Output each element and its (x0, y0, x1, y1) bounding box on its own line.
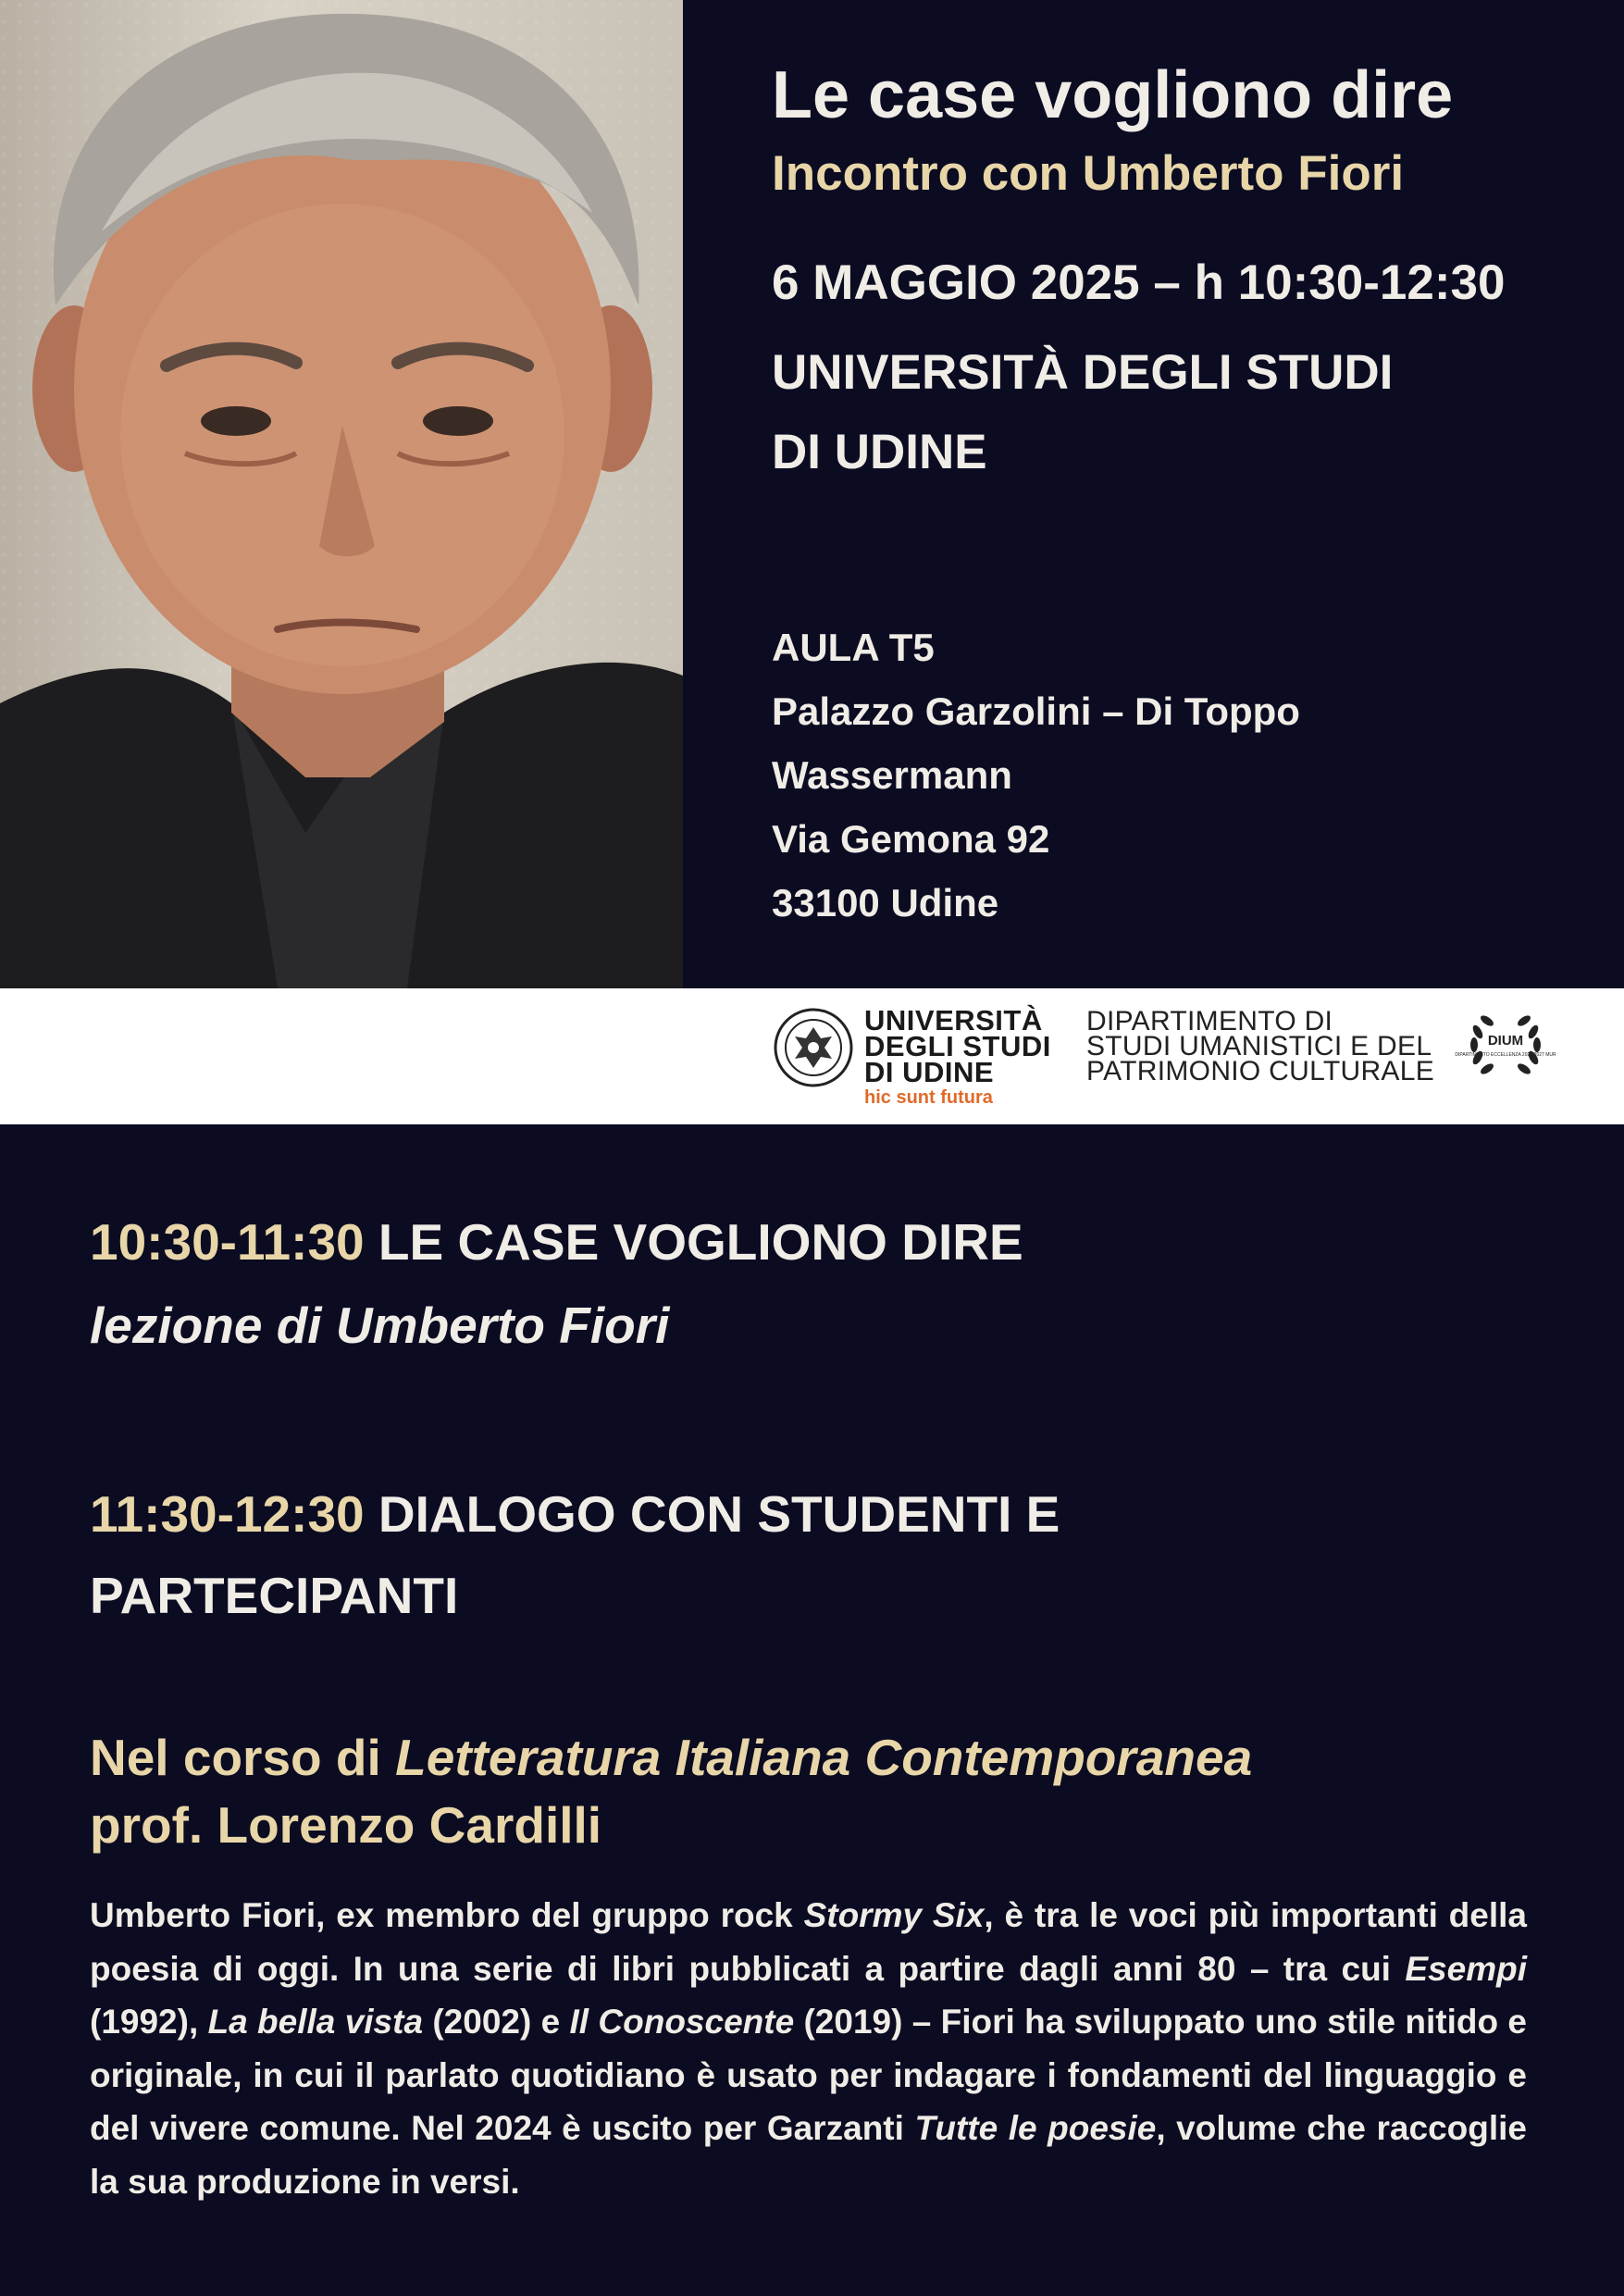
event-date: 6 MAGGIO 2025 – h 10:30-12:30 (772, 255, 1506, 310)
bio-italic-4: Il Conoscente (569, 2003, 795, 2041)
bio-text-6: , volume che raccoglie la sua produzione in versi. (90, 2109, 1527, 2201)
bio-text-5: (2019) – Fiori ha sviluppato uno stile nitido e originale, in cui il parlato quotidiano è usato per indagare i fondamenti del linguaggio e del vivere comune. Nel 2024 è uscito per Garzanti (90, 2003, 1527, 2147)
speaker-bio (90, 1889, 1527, 2208)
university-name (772, 333, 1393, 492)
venue-city: 33100 Udine (772, 881, 999, 925)
bio-text-4: (2002) e (423, 2003, 570, 2041)
venue-address (772, 615, 1300, 935)
bio-italic-5: Tutte le poesie (914, 2109, 1157, 2147)
course-prefix: Nel corso di (90, 1729, 396, 1786)
schedule-time-2: 11:30-12:30 (90, 1485, 365, 1543)
university-logo-line-3: DI UDINE (864, 1056, 995, 1088)
schedule-title-2: DIALOGO CON STUDENTI E PARTECIPANTI (90, 1485, 1060, 1624)
bio-italic-1: Stormy Six (803, 1896, 985, 1934)
venue-building: Palazzo Garzolini – Di Toppo (772, 689, 1300, 733)
course-professor: prof. Lorenzo Cardilli (90, 1796, 602, 1854)
schedule-item-1 (90, 1212, 1023, 1272)
university-logo-line-2: DEGLI STUDI (864, 1030, 1051, 1062)
university-line-2: DI UDINE (772, 425, 987, 479)
university-seal-icon (773, 1007, 854, 1088)
schedule-item-2 (90, 1473, 1385, 1636)
bio-text-3: (1992), (90, 2003, 208, 2041)
event-title: Le case vogliono dire (772, 58, 1454, 132)
bio-italic-3: La bella vista (207, 2003, 424, 2041)
dium-badge-sublabel: DIPARTIMENTO ECCELLENZA 2023-2027 MUR (1455, 1052, 1556, 1058)
course-info (90, 1724, 1252, 1859)
bio-text-1: Umberto Fiori, ex membro del gruppo rock (90, 1896, 804, 1934)
university-logo-line-1: UNIVERSITÀ (864, 1004, 1043, 1036)
bio-italic-2: Esempi (1405, 1949, 1527, 1988)
schedule-time-1: 10:30-11:30 (90, 1213, 365, 1271)
portrait-photo (0, 0, 683, 988)
university-logo (864, 1004, 1051, 1110)
course-name: Letteratura Italiana Contemporanea (395, 1729, 1253, 1786)
bio-text-2: , è tra le voci più importanti della poesia di oggi. In una serie di libri pubblicati a partire dagli anni 80 – tra cui (90, 1896, 1528, 1988)
department-line-1: DIPARTIMENTO DI (1086, 1006, 1333, 1036)
schedule-subtitle-1: lezione di Umberto Fiori (90, 1297, 670, 1354)
university-line-1: UNIVERSITÀ DEGLI STUDI (772, 345, 1394, 400)
dium-excellence-badge-icon (1455, 1004, 1556, 1086)
university-motto: hic sunt futura (864, 1087, 993, 1108)
venue-building-2: Wassermann (772, 753, 1012, 797)
department-name (1086, 1006, 1435, 1086)
dium-badge-label: DIUM (1487, 1033, 1524, 1049)
department-line-3: PATRIMONIO CULTURALE (1086, 1056, 1435, 1086)
venue-room: AULA T5 (772, 626, 935, 669)
schedule-title-1: LE CASE VOGLIONO DIRE (378, 1213, 1023, 1271)
event-subtitle: Incontro con Umberto Fiori (772, 146, 1405, 201)
venue-street: Via Gemona 92 (772, 817, 1050, 861)
department-line-2: STUDI UMANISTICI E DEL (1086, 1031, 1432, 1061)
